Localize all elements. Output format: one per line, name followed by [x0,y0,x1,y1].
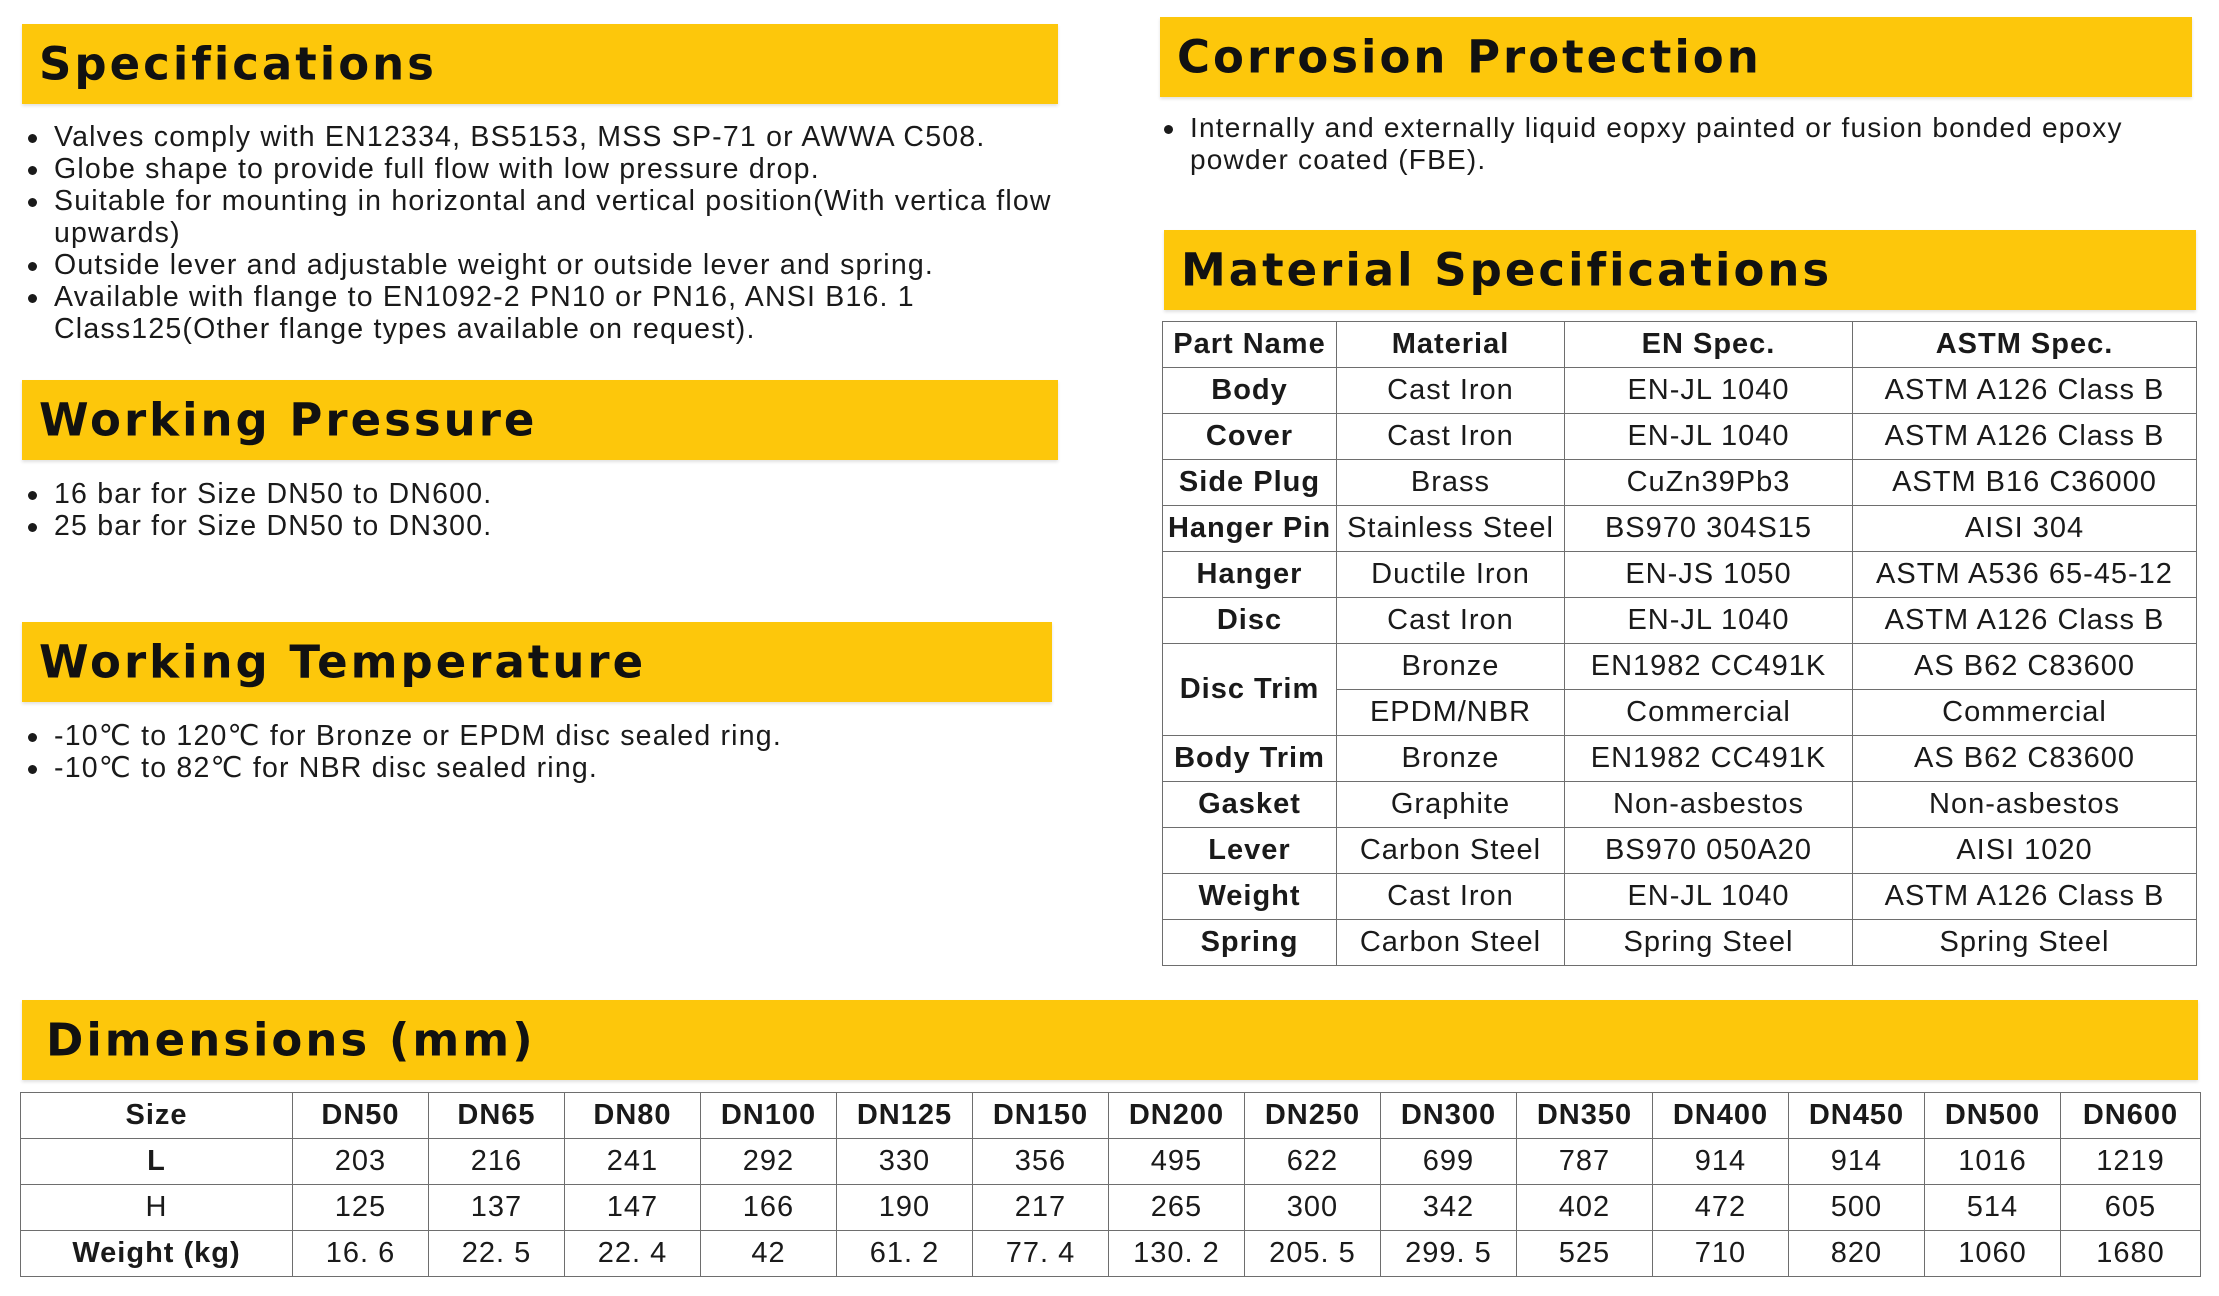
table-row [1163,828,2197,874]
size-cell: DN350 [1517,1093,1653,1139]
table-row [1163,598,2197,644]
dimension-cell: 190 [837,1185,973,1231]
size-cell: DN100 [701,1093,837,1139]
header-part-name: Part Name [1163,322,1337,368]
astm-spec-cell: AS B62 C83600 [1853,736,2197,782]
en-spec-cell: BS970 304S15 [1565,506,1853,552]
part-name: Cover [1163,414,1337,460]
part-name: Hanger [1163,552,1337,598]
astm-spec-cell: AISI 304 [1853,506,2197,552]
dimension-cell: 330 [837,1139,973,1185]
en-spec-cell: EN-JL 1040 [1565,598,1853,644]
dimension-cell: 472 [1653,1185,1789,1231]
en-spec-cell: Commercial [1565,690,1853,736]
material-cell: EPDM/NBR [1337,690,1565,736]
dimension-cell: 495 [1109,1139,1245,1185]
dimension-cell: 216 [429,1139,565,1185]
dimension-cell: 1680 [2061,1231,2201,1277]
material-cell: Carbon Steel [1337,920,1565,966]
working-temperature-item: -10℃ to 82℃ for NBR disc sealed ring. [24,752,1064,784]
dimension-cell: 265 [1109,1185,1245,1231]
material-cell: Carbon Steel [1337,828,1565,874]
specifications-item: Globe shape to provide full flow with low pressure drop. [24,153,1064,185]
corrosion-protection-title: Corrosion Protection [1177,30,1762,84]
header-astm-spec: ASTM Spec. [1853,322,2197,368]
dimension-cell: 299. 5 [1381,1231,1517,1277]
dimension-cell: 42 [701,1231,837,1277]
dimension-cell: 342 [1381,1185,1517,1231]
size-cell: DN50 [293,1093,429,1139]
dimension-cell: 22. 4 [565,1231,701,1277]
size-cell: DN150 [973,1093,1109,1139]
header-en-spec: EN Spec. [1565,322,1853,368]
material-cell: Bronze [1337,644,1565,690]
astm-spec-cell: ASTM A126 Class B [1853,414,2197,460]
specifications-item: Outside lever and adjustable weight or outside lever and spring. [24,249,1064,281]
dimension-cell: 22. 5 [429,1231,565,1277]
specifications-banner [22,24,1058,104]
astm-spec-cell: Non-asbestos [1853,782,2197,828]
working-pressure-item: 25 bar for Size DN50 to DN300. [24,510,1064,542]
dimension-label: Weight (kg) [21,1231,293,1277]
dimension-cell: 514 [1925,1185,2061,1231]
working-temperature-list [24,720,1064,784]
dimension-label: H [21,1185,293,1231]
size-header: Size [21,1093,293,1139]
dimension-cell: 500 [1789,1185,1925,1231]
working-pressure-title: Working Pressure [39,393,538,447]
dimension-cell: 622 [1245,1139,1381,1185]
dimensions-banner [22,1000,2198,1080]
table-row [21,1231,2201,1277]
dimension-cell: 147 [565,1185,701,1231]
part-name: Hanger Pin [1163,506,1337,552]
table-row [1163,920,2197,966]
dimension-cell: 699 [1381,1139,1517,1185]
astm-spec-cell: ASTM A126 Class B [1853,368,2197,414]
dimension-cell: 217 [973,1185,1109,1231]
en-spec-cell: BS970 050A20 [1565,828,1853,874]
dimension-cell: 1060 [1925,1231,2061,1277]
astm-spec-cell: ASTM B16 C36000 [1853,460,2197,506]
specifications-title: Specifications [39,37,437,91]
part-name: Lever [1163,828,1337,874]
astm-spec-cell: AISI 1020 [1853,828,2197,874]
dimension-cell: 402 [1517,1185,1653,1231]
dimension-cell: 16. 6 [293,1231,429,1277]
working-pressure-list [24,478,1064,542]
dimension-cell: 137 [429,1185,565,1231]
material-header-row [1163,322,2197,368]
size-cell: DN65 [429,1093,565,1139]
corrosion-protection-list [1160,112,2192,176]
corrosion-protection-banner [1160,17,2192,97]
dimension-cell: 77. 4 [973,1231,1109,1277]
dimension-cell: 710 [1653,1231,1789,1277]
table-row [1163,644,2197,690]
size-cell: DN600 [2061,1093,2201,1139]
dimension-cell: 820 [1789,1231,1925,1277]
specifications-item: Suitable for mounting in horizontal and vertical position(With vertica flow upwards) [24,185,1064,249]
table-row [1163,506,2197,552]
part-name: Spring [1163,920,1337,966]
header-material: Material [1337,322,1565,368]
dimension-cell: 130. 2 [1109,1231,1245,1277]
table-row [21,1185,2201,1231]
en-spec-cell: EN1982 CC491K [1565,644,1853,690]
size-cell: DN250 [1245,1093,1381,1139]
dimensions-title: Dimensions (mm) [46,1013,536,1067]
material-cell: Cast Iron [1337,368,1565,414]
size-cell: DN125 [837,1093,973,1139]
specifications-item: Valves comply with EN12334, BS5153, MSS SP-71 or AWWA C508. [24,121,1064,153]
dimension-cell: 1016 [1925,1139,2061,1185]
size-cell: DN450 [1789,1093,1925,1139]
dimension-cell: 125 [293,1185,429,1231]
table-row [1163,874,2197,920]
dimension-cell: 61. 2 [837,1231,973,1277]
table-row [1163,782,2197,828]
material-specifications-title: Material Specifications [1181,243,1833,297]
dimension-cell: 205. 5 [1245,1231,1381,1277]
astm-spec-cell: AS B62 C83600 [1853,644,2197,690]
dimension-cell: 914 [1653,1139,1789,1185]
en-spec-cell: EN-JL 1040 [1565,368,1853,414]
astm-spec-cell: Commercial [1853,690,2197,736]
specifications-list [24,121,1064,345]
working-temperature-banner [22,622,1052,702]
specifications-item: Available with flange to EN1092-2 PN10 or PN16, ANSI B16. 1 Class125(Other flange types available on request). [24,281,1064,345]
material-cell: Brass [1337,460,1565,506]
table-row [1163,552,2197,598]
astm-spec-cell: ASTM A126 Class B [1853,598,2197,644]
dimension-cell: 605 [2061,1185,2201,1231]
dimensions-header-row [21,1093,2201,1139]
dimension-cell: 203 [293,1139,429,1185]
en-spec-cell: Non-asbestos [1565,782,1853,828]
size-cell: DN200 [1109,1093,1245,1139]
part-name: Body [1163,368,1337,414]
material-cell: Cast Iron [1337,414,1565,460]
en-spec-cell: CuZn39Pb3 [1565,460,1853,506]
en-spec-cell: EN1982 CC491K [1565,736,1853,782]
part-name: Gasket [1163,782,1337,828]
part-name: Weight [1163,874,1337,920]
part-name: Disc [1163,598,1337,644]
material-cell: Bronze [1337,736,1565,782]
table-row [1163,460,2197,506]
working-pressure-banner [22,380,1058,460]
material-cell: Cast Iron [1337,874,1565,920]
astm-spec-cell: ASTM A536 65-45-12 [1853,552,2197,598]
material-table [1162,321,2197,966]
astm-spec-cell: Spring Steel [1853,920,2197,966]
astm-spec-cell: ASTM A126 Class B [1853,874,2197,920]
size-cell: DN400 [1653,1093,1789,1139]
dimension-cell: 914 [1789,1139,1925,1185]
dimension-cell: 241 [565,1139,701,1185]
working-pressure-item: 16 bar for Size DN50 to DN600. [24,478,1064,510]
material-cell: Graphite [1337,782,1565,828]
working-temperature-title: Working Temperature [39,635,647,689]
table-row [1163,368,2197,414]
part-name: Body Trim [1163,736,1337,782]
dimensions-table [20,1092,2201,1277]
working-temperature-item: -10℃ to 120℃ for Bronze or EPDM disc sealed ring. [24,720,1064,752]
corrosion-protection-item: Internally and externally liquid eopxy painted or fusion bonded epoxy powder coated (FBE). [1160,112,2192,176]
part-name: Disc Trim [1163,644,1337,736]
table-row [1163,414,2197,460]
en-spec-cell: EN-JS 1050 [1565,552,1853,598]
en-spec-cell: Spring Steel [1565,920,1853,966]
material-cell: Cast Iron [1337,598,1565,644]
dimension-cell: 292 [701,1139,837,1185]
material-cell: Stainless Steel [1337,506,1565,552]
dimension-cell: 300 [1245,1185,1381,1231]
material-specifications-banner [1164,230,2196,310]
size-cell: DN80 [565,1093,701,1139]
dimension-cell: 166 [701,1185,837,1231]
dimension-label: L [21,1139,293,1185]
table-row [1163,736,2197,782]
dimension-cell: 1219 [2061,1139,2201,1185]
size-cell: DN300 [1381,1093,1517,1139]
dimension-cell: 356 [973,1139,1109,1185]
material-cell: Ductile Iron [1337,552,1565,598]
en-spec-cell: EN-JL 1040 [1565,414,1853,460]
part-name: Side Plug [1163,460,1337,506]
en-spec-cell: EN-JL 1040 [1565,874,1853,920]
size-cell: DN500 [1925,1093,2061,1139]
dimension-cell: 525 [1517,1231,1653,1277]
table-row [21,1139,2201,1185]
dimension-cell: 787 [1517,1139,1653,1185]
